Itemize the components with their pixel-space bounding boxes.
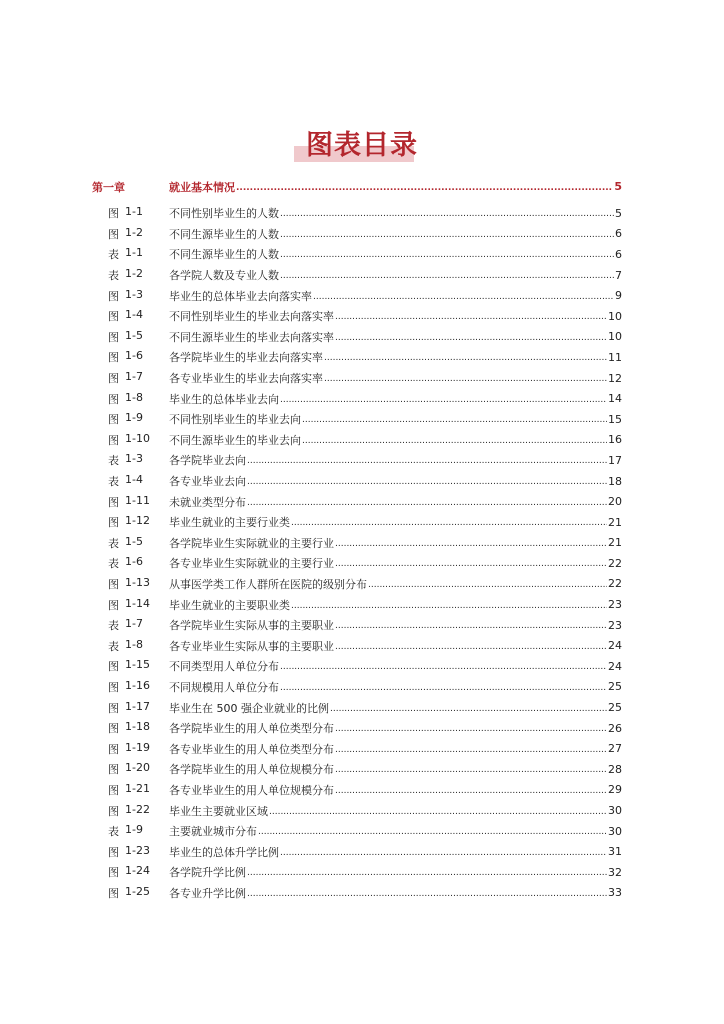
dot-leader	[247, 477, 607, 487]
entry-type: 图	[108, 330, 119, 344]
entry-number: 1-13	[125, 575, 150, 589]
toc-entry-row[interactable]	[92, 574, 622, 595]
toc-entry-row[interactable]	[92, 841, 622, 862]
entry-label	[92, 452, 169, 468]
entry-type: 图	[108, 783, 119, 797]
entry-title: 各专业毕业生的用人单位类型分布	[169, 742, 334, 756]
entry-number: 1-2	[125, 225, 143, 239]
entry-label	[92, 864, 169, 880]
entry-label	[92, 782, 169, 798]
dot-leader	[280, 395, 607, 405]
entry-type: 表	[108, 619, 119, 633]
entry-label	[92, 288, 169, 304]
entry-page-number: 31	[608, 845, 622, 859]
entry-type: 图	[108, 372, 119, 386]
entry-title: 不同规模用人单位分布	[169, 680, 279, 694]
entry-page-number: 6	[615, 247, 622, 261]
toc-entry-row[interactable]	[92, 203, 622, 224]
entry-page-number: 30	[608, 804, 622, 818]
entry-type: 图	[108, 701, 119, 715]
chapter-title: 就业基本情况	[169, 180, 235, 194]
entry-number: 1-4	[125, 473, 143, 487]
entry-title: 毕业生主要就业区域	[169, 804, 268, 818]
entry-type: 表	[108, 269, 119, 283]
entry-title: 各专业毕业生的用人单位规模分布	[169, 783, 334, 797]
toc-entry-row[interactable]	[92, 430, 622, 451]
toc-entry-row[interactable]	[92, 656, 622, 677]
toc-entry-row[interactable]	[92, 491, 622, 512]
entry-number: 1-2	[125, 267, 143, 281]
entry-label	[92, 761, 169, 777]
entry-type: 图	[108, 392, 119, 406]
entry-title: 各专业升学比例	[169, 886, 246, 900]
entry-number: 1-10	[125, 431, 150, 445]
entry-page-number: 33	[608, 886, 622, 900]
dot-leader	[247, 456, 607, 466]
entry-number: 1-5	[125, 534, 143, 548]
entry-label	[92, 329, 169, 345]
entry-type: 图	[108, 516, 119, 530]
toc-entry-list	[92, 203, 622, 903]
dot-leader	[302, 436, 607, 446]
entry-label	[92, 741, 169, 757]
entry-number: 1-9	[125, 823, 143, 837]
entry-label	[92, 720, 169, 736]
dot-leader	[335, 724, 607, 734]
dot-leader	[280, 230, 614, 240]
entry-label	[92, 638, 169, 654]
entry-type: 图	[108, 227, 119, 241]
dot-leader	[330, 704, 607, 714]
dot-leader	[335, 559, 607, 569]
entry-title: 不同生源毕业生的人数	[169, 248, 279, 262]
entry-type: 图	[108, 660, 119, 674]
entry-type: 图	[108, 845, 119, 859]
title-block	[0, 128, 724, 168]
entry-label	[92, 432, 169, 448]
entry-title: 各专业毕业生的毕业去向落实率	[169, 372, 323, 386]
dot-leader	[247, 498, 607, 508]
entry-number: 1-16	[125, 678, 150, 692]
toc-entry-row[interactable]	[92, 285, 622, 306]
dot-leader	[368, 580, 607, 590]
dot-leader	[247, 868, 607, 878]
entry-page-number: 23	[608, 598, 622, 612]
entry-page-number: 5	[615, 206, 622, 220]
entry-title: 各专业毕业生实际从事的主要职业	[169, 639, 334, 653]
toc-entry-row[interactable]	[92, 409, 622, 430]
entry-label	[92, 597, 169, 613]
entry-label	[92, 391, 169, 407]
entry-page-number: 23	[608, 618, 622, 632]
entry-page-number: 28	[608, 762, 622, 776]
entry-title: 从事医学类工作人群所在医院的级别分布	[169, 577, 367, 591]
entry-type: 表	[108, 454, 119, 468]
entry-title: 毕业生就业的主要职业类	[169, 598, 290, 612]
toc-entry-row[interactable]	[92, 738, 622, 759]
entry-number: 1-8	[125, 390, 143, 404]
entry-number: 1-5	[125, 328, 143, 342]
dot-leader	[236, 183, 613, 193]
entry-number: 1-11	[125, 493, 150, 507]
entry-label	[92, 885, 169, 901]
entry-page-number: 30	[608, 824, 622, 838]
entry-number: 1-6	[125, 555, 143, 569]
chapter-label: 第一章	[92, 180, 125, 194]
dot-leader	[291, 601, 607, 611]
entry-title: 各学院毕业生的用人单位规模分布	[169, 763, 334, 777]
toc-entry-row[interactable]	[92, 224, 622, 245]
entry-title: 各学院毕业生实际从事的主要职业	[169, 619, 334, 633]
entry-type: 图	[108, 763, 119, 777]
entry-page-number: 6	[615, 227, 622, 241]
toc-entry-row[interactable]	[92, 615, 622, 636]
entry-label	[92, 617, 169, 633]
entry-number: 1-25	[125, 884, 150, 898]
toc-entry-row[interactable]	[92, 759, 622, 780]
entry-label	[92, 658, 169, 674]
entry-label	[92, 308, 169, 324]
entry-number: 1-3	[125, 452, 143, 466]
entry-title: 毕业生的总体毕业去向	[169, 392, 279, 406]
entry-title: 不同类型用人单位分布	[169, 660, 279, 674]
entry-title: 各学院毕业去向	[169, 454, 246, 468]
entry-page-number: 7	[615, 268, 622, 282]
entry-label	[92, 679, 169, 695]
entry-label	[92, 494, 169, 510]
entry-title: 各学院升学比例	[169, 866, 246, 880]
entry-page-number: 9	[615, 289, 622, 303]
dot-leader	[335, 621, 607, 631]
entry-label	[92, 226, 169, 242]
toc-entry-row[interactable]	[92, 780, 622, 801]
entry-number: 1-6	[125, 349, 143, 363]
entry-label	[92, 267, 169, 283]
entry-page-number: 24	[608, 659, 622, 673]
entry-type: 图	[108, 722, 119, 736]
entry-page-number: 29	[608, 783, 622, 797]
entry-title: 毕业生在 500 强企业就业的比例	[169, 701, 329, 715]
toc-entry-row[interactable]	[92, 883, 622, 904]
entry-number: 1-7	[125, 617, 143, 631]
entry-page-number: 20	[608, 495, 622, 509]
entry-number: 1-17	[125, 699, 150, 713]
toc-entry-row[interactable]	[92, 306, 622, 327]
entry-type: 表	[108, 825, 119, 839]
entry-number: 1-9	[125, 411, 143, 425]
toc-entry-row[interactable]	[92, 862, 622, 883]
chapter-page-number: 5	[614, 180, 622, 193]
dot-leader	[302, 415, 607, 425]
entry-label	[92, 246, 169, 262]
entry-title: 毕业生就业的主要行业类	[169, 516, 290, 530]
entry-page-number: 25	[608, 680, 622, 694]
dot-leader	[324, 353, 607, 363]
entry-title: 毕业生的总体毕业去向落实率	[169, 289, 312, 303]
entry-number: 1-7	[125, 370, 143, 384]
entry-type: 图	[108, 351, 119, 365]
entry-page-number: 21	[608, 536, 622, 550]
entry-number: 1-8	[125, 637, 143, 651]
entry-label	[92, 555, 169, 571]
entry-type: 表	[108, 248, 119, 262]
entry-type: 图	[108, 289, 119, 303]
entry-title: 未就业类型分布	[169, 495, 246, 509]
entry-number: 1-18	[125, 720, 150, 734]
entry-page-number: 22	[608, 556, 622, 570]
entry-type: 图	[108, 310, 119, 324]
entry-title: 不同生源毕业生的毕业去向落实率	[169, 330, 334, 344]
entry-type: 图	[108, 433, 119, 447]
toc-entry-row[interactable]	[92, 553, 622, 574]
entry-page-number: 16	[608, 433, 622, 447]
entry-number: 1-21	[125, 781, 150, 795]
dot-leader	[335, 312, 607, 322]
dot-leader	[335, 539, 607, 549]
entry-title: 各学院毕业生实际就业的主要行业	[169, 536, 334, 550]
toc-entry-row[interactable]	[92, 265, 622, 286]
entry-number: 1-3	[125, 287, 143, 301]
toc-entry-row[interactable]	[92, 368, 622, 389]
entry-number: 1-23	[125, 843, 150, 857]
dot-leader	[280, 271, 614, 281]
entry-number: 1-12	[125, 514, 150, 528]
dot-leader	[335, 642, 607, 652]
table-of-contents	[92, 176, 622, 903]
entry-label	[92, 576, 169, 592]
entry-number: 1-24	[125, 864, 150, 878]
toc-entry-row[interactable]	[92, 327, 622, 348]
entry-page-number: 25	[608, 701, 622, 715]
entry-number: 1-20	[125, 761, 150, 775]
toc-entry-row[interactable]	[92, 244, 622, 265]
entry-type: 图	[108, 207, 119, 221]
entry-type: 表	[108, 536, 119, 550]
entry-title: 各学院人数及专业人数	[169, 269, 279, 283]
entry-label	[92, 349, 169, 365]
toc-entry-row[interactable]	[92, 347, 622, 368]
entry-title: 毕业生的总体升学比例	[169, 845, 279, 859]
entry-number: 1-19	[125, 740, 150, 754]
toc-entry-row[interactable]	[92, 450, 622, 471]
dot-leader	[291, 518, 607, 528]
entry-label	[92, 370, 169, 386]
entry-title: 不同生源毕业生的人数	[169, 227, 279, 241]
page-title: 图表目录	[306, 130, 418, 161]
toc-entry-row[interactable]	[92, 594, 622, 615]
dot-leader	[335, 786, 607, 796]
toc-entry-row[interactable]	[92, 718, 622, 739]
entry-label	[92, 844, 169, 860]
entry-page-number: 10	[608, 309, 622, 323]
entry-label	[92, 700, 169, 716]
dot-leader	[313, 292, 614, 302]
entry-page-number: 26	[608, 721, 622, 735]
entry-type: 图	[108, 495, 119, 509]
entry-page-number: 14	[608, 392, 622, 406]
dot-leader	[258, 827, 607, 837]
entry-page-number: 11	[608, 350, 622, 364]
entry-type: 表	[108, 639, 119, 653]
entry-type: 图	[108, 577, 119, 591]
entry-title: 各学院毕业生的毕业去向落实率	[169, 351, 323, 365]
entry-number: 1-22	[125, 802, 150, 816]
entry-page-number: 27	[608, 742, 622, 756]
entry-page-number: 22	[608, 577, 622, 591]
entry-title: 各学院毕业生的用人单位类型分布	[169, 722, 334, 736]
entry-title: 不同性别毕业生的人数	[169, 207, 279, 221]
entry-label	[92, 473, 169, 489]
toc-entry-row[interactable]	[92, 388, 622, 409]
dot-leader	[280, 662, 607, 672]
entry-type: 图	[108, 680, 119, 694]
entry-page-number: 17	[608, 453, 622, 467]
toc-entry-row[interactable]	[92, 677, 622, 698]
dot-leader	[324, 374, 607, 384]
entry-title: 不同性别毕业生的毕业去向落实率	[169, 310, 334, 324]
entry-label	[92, 411, 169, 427]
entry-number: 1-15	[125, 658, 150, 672]
dot-leader	[335, 333, 607, 343]
entry-page-number: 18	[608, 474, 622, 488]
entry-type: 表	[108, 557, 119, 571]
entry-type: 图	[108, 804, 119, 818]
toc-entry-row[interactable]	[92, 697, 622, 718]
toc-entry-row[interactable]	[92, 800, 622, 821]
toc-entry-row[interactable]	[92, 512, 622, 533]
entry-page-number: 15	[608, 412, 622, 426]
dot-leader	[335, 765, 607, 775]
toc-entry-row[interactable]	[92, 635, 622, 656]
dot-leader	[247, 889, 607, 899]
entry-label	[92, 205, 169, 221]
dot-leader	[280, 848, 607, 858]
entry-type: 图	[108, 413, 119, 427]
dot-leader	[335, 745, 607, 755]
entry-type: 表	[108, 475, 119, 489]
entry-number: 1-14	[125, 596, 150, 610]
entry-type: 图	[108, 886, 119, 900]
entry-title: 主要就业城市分布	[169, 825, 257, 839]
entry-type: 图	[108, 866, 119, 880]
entry-type: 图	[108, 742, 119, 756]
entry-title: 各专业毕业生实际就业的主要行业	[169, 557, 334, 571]
entry-title: 各专业毕业去向	[169, 475, 246, 489]
entry-label	[92, 535, 169, 551]
toc-chapter-row[interactable]	[92, 176, 622, 197]
toc-entry-row[interactable]	[92, 533, 622, 554]
entry-page-number: 24	[608, 639, 622, 653]
entry-page-number: 10	[608, 330, 622, 344]
entry-page-number: 21	[608, 515, 622, 529]
dot-leader	[280, 209, 614, 219]
toc-entry-row[interactable]	[92, 471, 622, 492]
dot-leader	[280, 250, 614, 260]
entry-number: 1-1	[125, 246, 143, 260]
entry-number: 1-4	[125, 308, 143, 322]
entry-title: 不同性别毕业生的毕业去向	[169, 413, 301, 427]
entry-label	[92, 823, 169, 839]
entry-title: 不同生源毕业生的毕业去向	[169, 433, 301, 447]
entry-number: 1-1	[125, 205, 143, 219]
entry-label	[92, 803, 169, 819]
toc-entry-row[interactable]	[92, 821, 622, 842]
entry-type: 图	[108, 598, 119, 612]
entry-page-number: 12	[608, 371, 622, 385]
dot-leader	[280, 683, 607, 693]
entry-page-number: 32	[608, 865, 622, 879]
entry-label	[92, 514, 169, 530]
dot-leader	[269, 807, 607, 817]
